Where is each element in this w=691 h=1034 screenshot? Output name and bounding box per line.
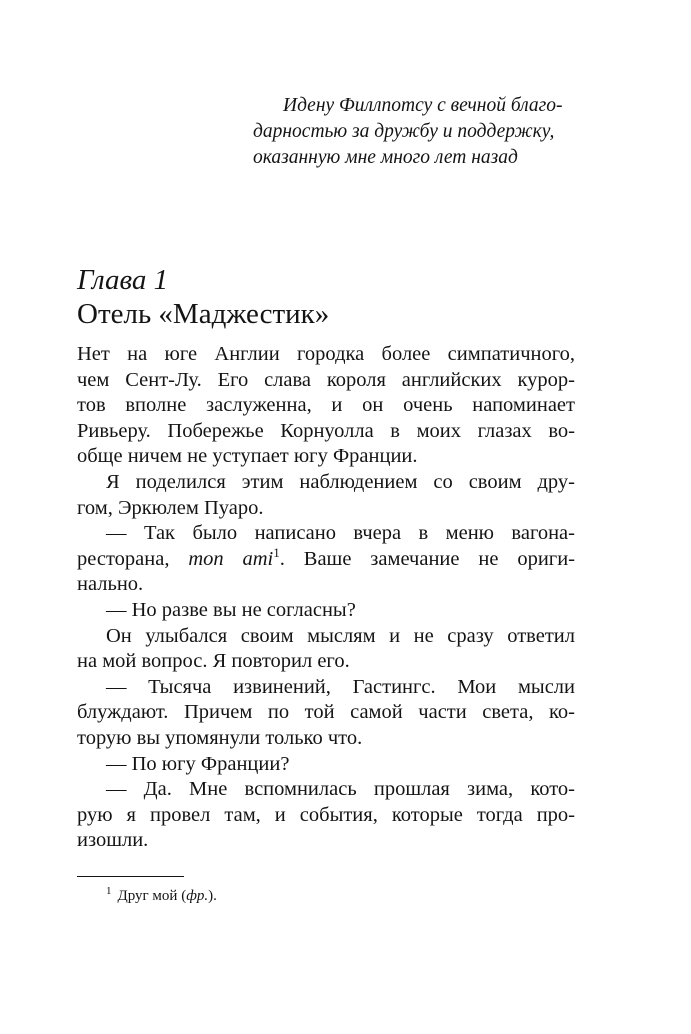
text-fragment: . Ваше замечание не ориги- bbox=[279, 547, 575, 570]
dedication bbox=[253, 93, 583, 171]
text-line: чем Сент-Лу. Его слава короля английских курор- bbox=[77, 368, 575, 391]
footnote-reference[interactable]: 1 bbox=[273, 546, 280, 560]
footnote-marker: 1 bbox=[106, 885, 112, 897]
footnote bbox=[106, 886, 217, 906]
chapter-title: Отель «Маджестик» bbox=[77, 298, 330, 330]
text-line: обще ничем не уступает югу Франции. bbox=[77, 445, 418, 468]
text-line: гом, Эркюлем Пуаро. bbox=[77, 496, 264, 519]
text-line: торую вы упомянули только что. bbox=[77, 726, 363, 749]
chapter-body bbox=[77, 342, 575, 854]
text-fragment: ресторана, bbox=[77, 547, 189, 570]
text-line: — Тысяча извинений, Гастингс. Мои мысли bbox=[106, 675, 575, 698]
chapter-number: Глава 1 bbox=[77, 264, 169, 296]
text-line: — Так было написано вчера в меню вагона- bbox=[106, 522, 575, 545]
text-line: — Но разве вы не согласны? bbox=[106, 598, 356, 621]
dedication-line: оказанную мне много лет назад bbox=[253, 147, 518, 168]
text-line: на мой вопрос. Я повторил его. bbox=[77, 650, 350, 673]
dedication-line: дарностью за дружбу и поддержку, bbox=[253, 121, 555, 142]
text-line: блуждают. Причем по той самой части света, ко- bbox=[77, 701, 575, 724]
text-line: тов вполне заслуженна, и он очень напоминает bbox=[77, 394, 575, 417]
text-line: — Да. Мне вспомнилась прошлая зима, кото- bbox=[106, 778, 575, 801]
text-line: нально. bbox=[77, 573, 144, 596]
dedication-line: Идену Филлпотсу с вечной благо- bbox=[283, 95, 563, 116]
text-line: рую я провел там, и события, которые тогда про- bbox=[77, 803, 575, 826]
text-line: Нет на юге Англии городка более симпатичного, bbox=[77, 343, 575, 365]
footnote-text: ). bbox=[208, 888, 217, 904]
footnote-divider bbox=[77, 876, 184, 877]
text-line: — По югу Франции? bbox=[106, 752, 290, 775]
text-line: Ривьеру. Побережье Корнуолла в моих глазах во- bbox=[77, 419, 575, 442]
text-line: изошли. bbox=[77, 829, 149, 852]
footnote-text: Друг мой ( bbox=[117, 888, 187, 904]
text-line: Я поделился этим наблюдением со своим дру- bbox=[106, 470, 575, 493]
foreign-phrase: mon ami bbox=[188, 547, 274, 570]
text-line-with-footnote-ref bbox=[77, 547, 575, 573]
footnote-language-abbr: фр. bbox=[186, 888, 209, 904]
text-line: Он улыбался своим мыслям и не сразу ответил bbox=[106, 624, 575, 647]
